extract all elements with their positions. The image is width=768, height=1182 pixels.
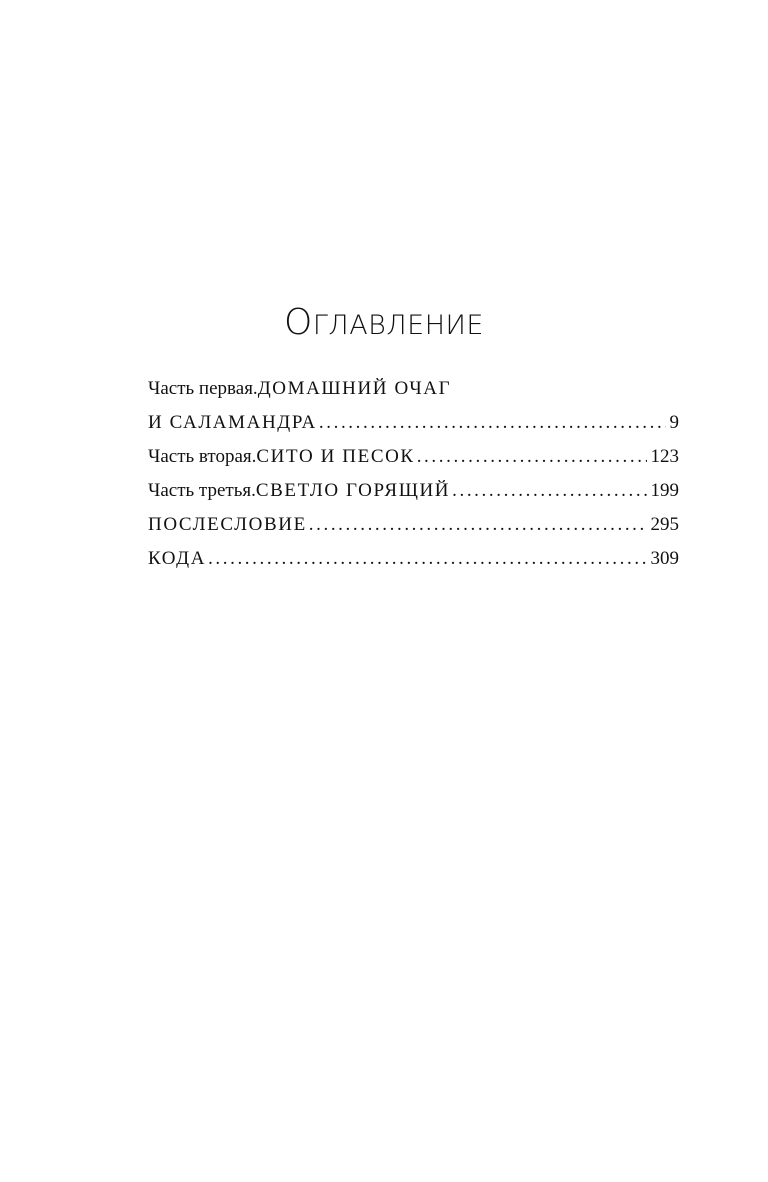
toc-entry-4-title: ПОСЛЕСЛОВИЕ xyxy=(148,514,307,535)
toc-entry-1-continuation: И САЛАМАНДРА xyxy=(148,412,317,433)
toc-entry-1-line-1 xyxy=(148,378,679,412)
toc-leader-dots xyxy=(309,514,647,536)
toc-leader-dots xyxy=(417,446,647,468)
toc-entry-2-title: СИТО И ПЕСОК xyxy=(256,446,415,467)
table-of-contents xyxy=(148,378,679,582)
toc-entry-3-prefix: Часть третья. xyxy=(148,480,256,501)
toc-entry-2 xyxy=(148,446,679,480)
toc-leader-dots xyxy=(208,548,646,570)
heading-initial: О xyxy=(284,302,313,343)
toc-leader-dots xyxy=(452,480,646,502)
toc-entry-3-page: 199 xyxy=(650,480,679,501)
toc-entry-4 xyxy=(148,514,679,548)
toc-entry-5-page: 309 xyxy=(650,548,679,569)
toc-entry-4-page: 295 xyxy=(650,514,679,535)
toc-entry-3 xyxy=(148,480,679,514)
toc-leader-dots xyxy=(319,412,666,434)
toc-entry-1-line-2 xyxy=(148,412,679,446)
toc-entry-5 xyxy=(148,548,679,582)
toc-entry-1-page: 9 xyxy=(669,412,679,433)
toc-entry-1-prefix: Часть первая. xyxy=(148,378,258,399)
toc-entry-2-prefix: Часть вторая. xyxy=(148,446,257,467)
table-of-contents-heading xyxy=(0,302,768,343)
toc-entry-1-title: ДОМАШНИЙ ОЧАГ xyxy=(257,378,452,399)
heading-rest: ГЛАВЛЕНИЕ xyxy=(312,310,484,341)
toc-entry-2-page: 123 xyxy=(650,446,679,467)
toc-entry-5-title: КОДА xyxy=(148,548,207,569)
toc-entry-3-title: СВЕТЛО ГОРЯЩИЙ xyxy=(255,480,451,501)
